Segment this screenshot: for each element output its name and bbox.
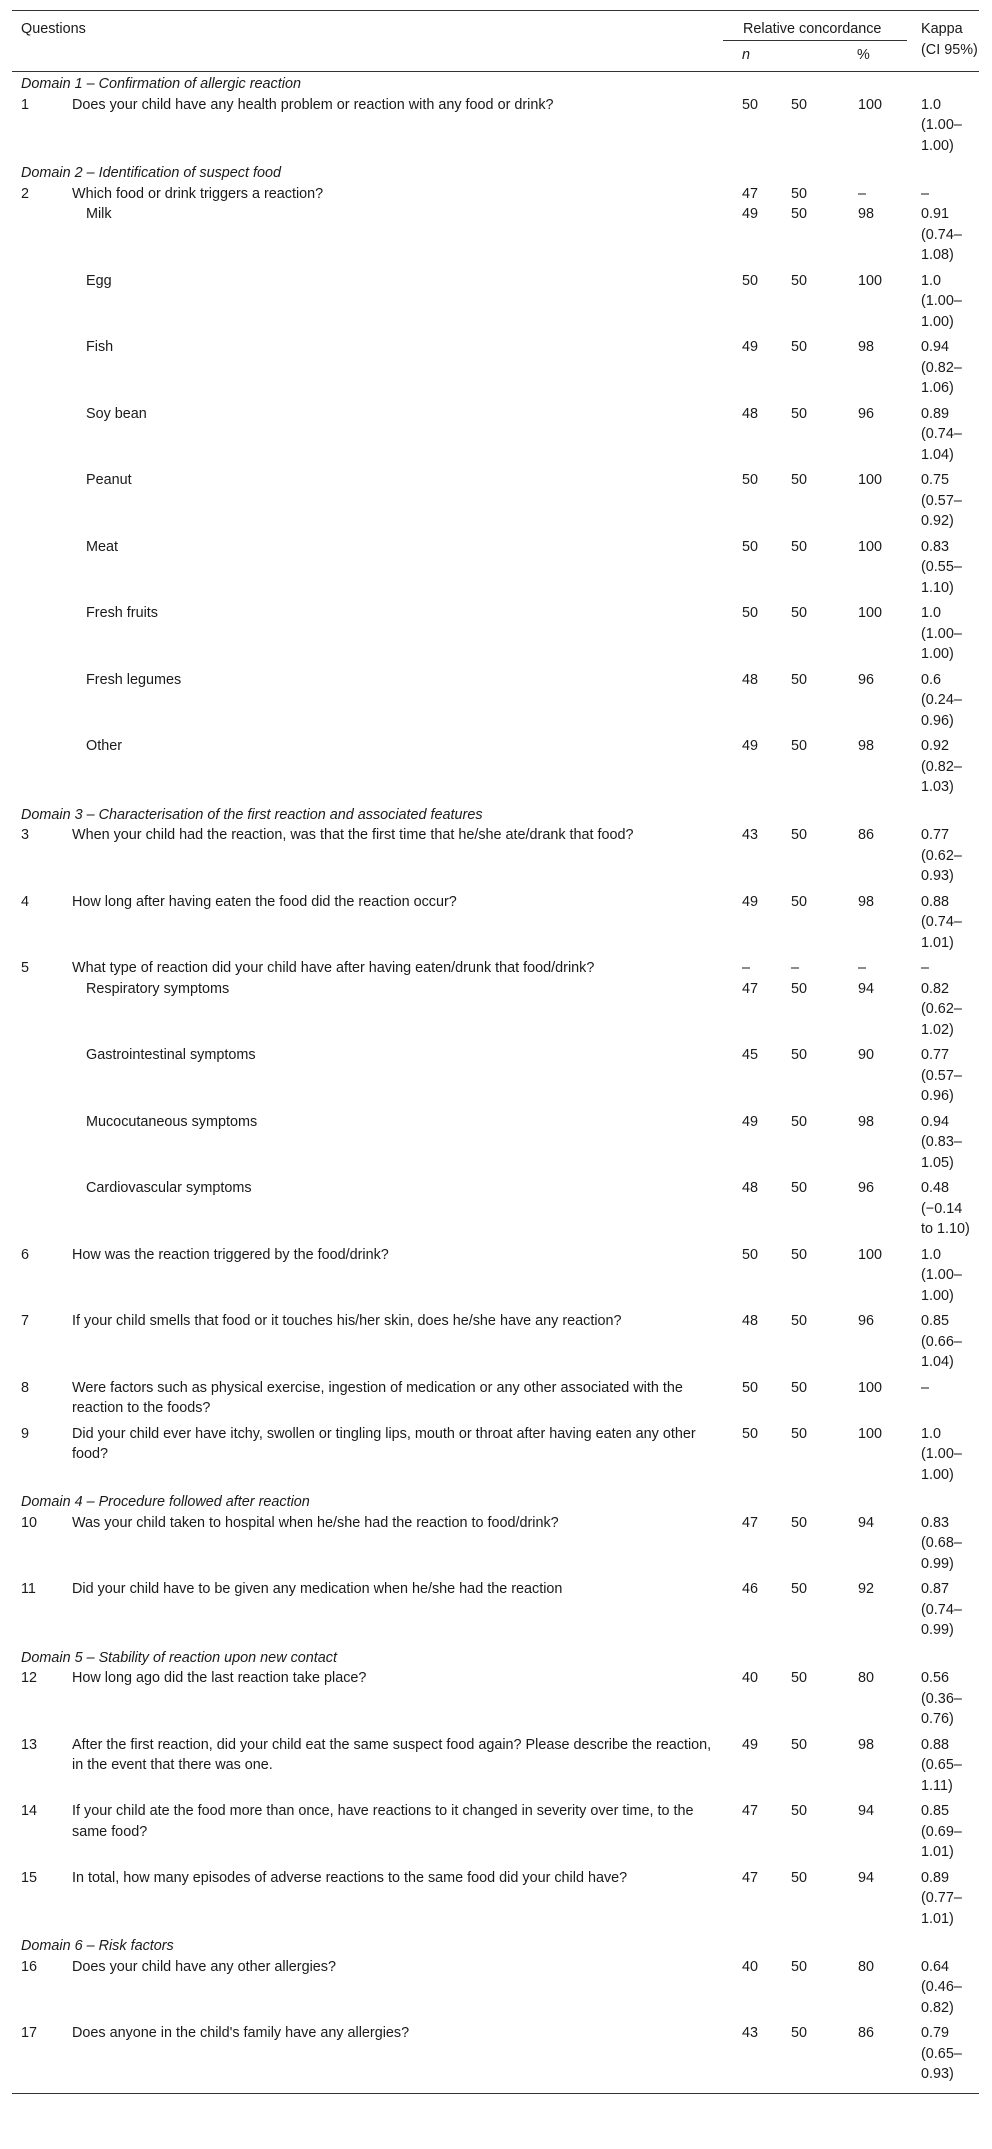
domain-heading: Domain 5 – Stability of reaction upon new contact bbox=[21, 1649, 337, 1666]
n-value: 50 bbox=[742, 1425, 759, 1442]
n-value: 50 bbox=[742, 1379, 759, 1396]
domain-heading: Domain 3 – Characterisation of the first reaction and associated features bbox=[21, 806, 483, 823]
kappa-value: 0.94 (0.82–1.06) bbox=[921, 339, 962, 396]
kappa-value: 0.82 (0.62–1.02) bbox=[921, 980, 962, 1038]
question-text: Were factors such as physical exercise, ingestion of medication or any other associated with the reaction to the foods? bbox=[72, 1379, 683, 1416]
n-value: 48 bbox=[742, 405, 759, 422]
question-text: In total, how many episodes of adverse reactions to the same food did your child have? bbox=[72, 1869, 628, 1886]
question-text: After the first reaction, did your child eat the same suspect food again? Please describe the reaction, in the event that there was one. bbox=[72, 1736, 712, 1773]
question-text: Was your child taken to hospital when he/she had the reaction to food/drink? bbox=[72, 1514, 559, 1531]
kappa-value: 0.89 (0.77–1.01) bbox=[921, 1869, 962, 1927]
total-value: – bbox=[791, 960, 800, 976]
header-kappa: Kappa (CI 95%) bbox=[907, 11, 979, 72]
kappa-value: 0.6 (0.24–0.96) bbox=[921, 671, 962, 729]
n-value: – bbox=[742, 960, 751, 976]
n-value: 46 bbox=[742, 1581, 759, 1597]
kappa-value: 0.88 (0.74–1.01) bbox=[921, 893, 962, 951]
kappa-value: – bbox=[921, 1379, 930, 1396]
question-text: How was the reaction triggered by the food/drink? bbox=[72, 1246, 389, 1263]
question-number bbox=[12, 1178, 72, 1245]
question-number: 6 bbox=[21, 1246, 30, 1263]
question-text: How long after having eaten the food did the reaction occur? bbox=[72, 893, 457, 910]
n-value: 50 bbox=[742, 605, 759, 621]
total-value: 50 bbox=[791, 538, 808, 555]
percent-value: 100 bbox=[858, 272, 883, 289]
kappa-value: 0.77 (0.57–0.96) bbox=[921, 1047, 962, 1104]
table-row bbox=[12, 958, 979, 979]
percent-value: 92 bbox=[858, 1581, 875, 1597]
total-value: 50 bbox=[791, 1180, 808, 1196]
percent-value: 98 bbox=[858, 893, 875, 910]
question-number bbox=[12, 204, 72, 271]
kappa-value: 0.56 (0.36–0.76) bbox=[921, 1670, 962, 1727]
question-number bbox=[12, 470, 72, 537]
kappa-value: 0.94 (0.83–1.05) bbox=[921, 1113, 962, 1171]
percent-value: 100 bbox=[858, 1379, 883, 1396]
kappa-value: 0.88 (0.65–1.11) bbox=[921, 1736, 962, 1794]
kappa-value: 0.48 (−0.14 to 1.10) bbox=[921, 1180, 970, 1237]
question-number: 16 bbox=[21, 1958, 38, 1975]
table-row bbox=[12, 337, 979, 404]
percent-value: 94 bbox=[858, 1803, 875, 1819]
n-value: 43 bbox=[742, 2025, 759, 2041]
n-value: 47 bbox=[742, 185, 759, 202]
sub-item-text: Gastrointestinal symptoms bbox=[86, 1047, 256, 1063]
domain-row bbox=[12, 72, 979, 95]
table-row bbox=[12, 1735, 979, 1802]
sub-item-text: Fresh fruits bbox=[86, 605, 158, 621]
percent-value: 100 bbox=[858, 1246, 883, 1263]
total-value: 50 bbox=[791, 1736, 808, 1753]
domain-row bbox=[12, 803, 979, 826]
total-value: 50 bbox=[791, 671, 808, 688]
percent-value: 96 bbox=[858, 1313, 875, 1329]
total-value: 50 bbox=[791, 1958, 808, 1975]
question-text: When your child had the reaction, was that the first time that he/she ate/drank that food? bbox=[72, 827, 634, 843]
percent-value: 98 bbox=[858, 1736, 875, 1753]
total-value: 50 bbox=[791, 185, 808, 202]
kappa-value: 0.92 (0.82–1.03) bbox=[921, 738, 962, 795]
kappa-value: 0.64 (0.46–0.82) bbox=[921, 1958, 962, 2016]
kappa-value: 1.0 (1.00–1.00) bbox=[921, 96, 962, 154]
question-text: If your child smells that food or it touches his/her skin, does he/she have any reaction? bbox=[72, 1313, 622, 1329]
percent-value: 80 bbox=[858, 1670, 875, 1686]
table-row bbox=[12, 1178, 979, 1245]
total-value: 50 bbox=[791, 96, 808, 113]
table-row bbox=[12, 1513, 979, 1580]
question-number bbox=[12, 670, 72, 737]
concordance-table bbox=[12, 10, 979, 2094]
total-value: 50 bbox=[791, 827, 808, 843]
table-row bbox=[12, 184, 979, 205]
header-relative-concordance: Relative concordance bbox=[743, 21, 882, 37]
total-value: 50 bbox=[791, 272, 808, 289]
total-value: 50 bbox=[791, 1047, 808, 1063]
n-value: 48 bbox=[742, 1180, 759, 1196]
table-row bbox=[12, 979, 979, 1046]
domain-heading: Domain 4 – Procedure followed after reaction bbox=[21, 1494, 310, 1510]
table-row bbox=[12, 537, 979, 604]
table-row bbox=[12, 1801, 979, 1868]
percent-value: 98 bbox=[858, 206, 875, 222]
kappa-value: 0.83 (0.55–1.10) bbox=[921, 538, 962, 596]
question-text: Which food or drink triggers a reaction? bbox=[72, 185, 324, 202]
n-value: 47 bbox=[742, 980, 759, 997]
question-number bbox=[12, 603, 72, 670]
table-row bbox=[12, 1868, 979, 1935]
total-value: 50 bbox=[791, 206, 808, 222]
n-value: 48 bbox=[742, 1313, 759, 1329]
n-value: 50 bbox=[742, 472, 759, 488]
sub-item-text: Milk bbox=[86, 206, 112, 222]
table-row bbox=[12, 1112, 979, 1179]
question-number: 2 bbox=[21, 185, 30, 202]
total-value: 50 bbox=[791, 1246, 808, 1263]
table-row bbox=[12, 892, 979, 959]
total-value: 50 bbox=[791, 1113, 808, 1130]
table-row bbox=[12, 95, 979, 162]
table-row bbox=[12, 271, 979, 338]
question-text: If your child ate the food more than once, have reactions to it changed in severity over time, to the same food? bbox=[72, 1803, 694, 1840]
domain-row bbox=[12, 161, 979, 184]
percent-value: 80 bbox=[858, 1958, 875, 1975]
n-value: 49 bbox=[742, 893, 759, 910]
question-number: 13 bbox=[21, 1736, 38, 1753]
n-value: 47 bbox=[742, 1803, 759, 1819]
question-text: What type of reaction did your child have after having eaten/drunk that food/drink? bbox=[72, 960, 595, 976]
header-percent: % bbox=[845, 40, 907, 72]
n-value: 50 bbox=[742, 96, 759, 113]
kappa-value: 0.77 (0.62–0.93) bbox=[921, 827, 962, 884]
total-value: 50 bbox=[791, 1869, 808, 1886]
n-value: 45 bbox=[742, 1047, 759, 1063]
percent-value: – bbox=[858, 960, 867, 976]
percent-value: 96 bbox=[858, 1180, 875, 1196]
percent-value: 90 bbox=[858, 1047, 875, 1063]
n-value: 43 bbox=[742, 827, 759, 843]
total-value: 50 bbox=[791, 605, 808, 621]
n-value: 47 bbox=[742, 1514, 759, 1531]
kappa-value: 0.87 (0.74–0.99) bbox=[921, 1581, 962, 1638]
question-number: 8 bbox=[21, 1379, 30, 1396]
domain-row bbox=[12, 1934, 979, 1957]
kappa-value: 0.91 (0.74–1.08) bbox=[921, 206, 962, 263]
total-value: 50 bbox=[791, 1313, 808, 1329]
n-value: 40 bbox=[742, 1670, 759, 1686]
question-number: 7 bbox=[21, 1313, 30, 1329]
question-number: 1 bbox=[21, 96, 30, 113]
percent-value: 94 bbox=[858, 1514, 875, 1531]
sub-item-text: Fish bbox=[86, 339, 114, 355]
total-value: 50 bbox=[791, 1670, 808, 1686]
percent-value: 98 bbox=[858, 339, 875, 355]
percent-value: 98 bbox=[858, 1113, 875, 1130]
table-row bbox=[12, 603, 979, 670]
percent-value: 100 bbox=[858, 472, 883, 488]
kappa-value: 1.0 (1.00–1.00) bbox=[921, 605, 962, 662]
table-row bbox=[12, 670, 979, 737]
percent-value: 94 bbox=[858, 1869, 875, 1886]
n-value: 49 bbox=[742, 339, 759, 355]
table-row bbox=[12, 1957, 979, 2024]
question-number: 9 bbox=[21, 1425, 30, 1442]
percent-value: 96 bbox=[858, 405, 875, 422]
sub-item-text: Egg bbox=[86, 272, 112, 289]
question-number: 10 bbox=[21, 1514, 38, 1531]
question-number: 5 bbox=[21, 960, 30, 976]
table-row bbox=[12, 404, 979, 471]
question-number: 11 bbox=[21, 1581, 36, 1597]
sub-item-text: Cardiovascular symptoms bbox=[86, 1180, 252, 1196]
kappa-value: 0.75 (0.57–0.92) bbox=[921, 472, 962, 529]
table-row bbox=[12, 1045, 979, 1112]
domain-heading: Domain 6 – Risk factors bbox=[21, 1938, 174, 1954]
table-row bbox=[12, 1378, 979, 1424]
n-value: 49 bbox=[742, 1113, 759, 1130]
kappa-value: 0.89 (0.74–1.04) bbox=[921, 405, 962, 463]
question-number: 17 bbox=[21, 2025, 38, 2041]
header-questions: Questions bbox=[12, 11, 723, 72]
percent-value: 98 bbox=[858, 738, 875, 754]
question-number: 12 bbox=[21, 1670, 38, 1686]
total-value: 50 bbox=[791, 738, 808, 754]
n-value: 40 bbox=[742, 1958, 759, 1975]
total-value: 50 bbox=[791, 1425, 808, 1442]
question-text: Did your child ever have itchy, swollen or tingling lips, mouth or throat after having eaten any other food? bbox=[72, 1425, 696, 1462]
table-row bbox=[12, 1668, 979, 1735]
sub-item-text: Other bbox=[86, 738, 122, 754]
header-blank bbox=[784, 40, 845, 72]
question-text: How long ago did the last reaction take place? bbox=[72, 1670, 367, 1686]
domain-row bbox=[12, 1490, 979, 1513]
question-number: 4 bbox=[21, 893, 30, 910]
n-value: 47 bbox=[742, 1869, 759, 1886]
domain-row bbox=[12, 1646, 979, 1669]
total-value: 50 bbox=[791, 2025, 808, 2041]
question-number bbox=[12, 1112, 72, 1179]
question-text: Did your child have to be given any medication when he/she had the reaction bbox=[72, 1581, 563, 1597]
total-value: 50 bbox=[791, 1514, 808, 1531]
kappa-value: 0.85 (0.66–1.04) bbox=[921, 1313, 962, 1370]
question-text: Does your child have any health problem or reaction with any food or drink? bbox=[72, 96, 554, 113]
percent-value: 100 bbox=[858, 96, 883, 113]
domain-heading: Domain 2 – Identification of suspect food bbox=[21, 165, 281, 181]
table-row bbox=[12, 1579, 979, 1646]
table-row bbox=[12, 2023, 979, 2093]
header-row bbox=[12, 11, 979, 41]
total-value: 50 bbox=[791, 1581, 808, 1597]
total-value: 50 bbox=[791, 339, 808, 355]
kappa-value: 0.79 (0.65–0.93) bbox=[921, 2025, 962, 2082]
table-row bbox=[12, 736, 979, 803]
percent-value: 100 bbox=[858, 538, 883, 555]
sub-item-text: Soy bean bbox=[86, 405, 147, 422]
total-value: 50 bbox=[791, 980, 808, 997]
question-number bbox=[12, 979, 72, 1046]
kappa-value: 1.0 (1.00–1.00) bbox=[921, 1246, 962, 1304]
header-n: n bbox=[723, 40, 784, 72]
question-text: Does your child have any other allergies? bbox=[72, 1958, 336, 1975]
n-value: 50 bbox=[742, 538, 759, 555]
percent-value: – bbox=[858, 185, 867, 202]
question-number: 3 bbox=[21, 827, 30, 843]
percent-value: 100 bbox=[858, 605, 883, 621]
total-value: 50 bbox=[791, 893, 808, 910]
table-row bbox=[12, 204, 979, 271]
kappa-value: 0.85 (0.69–1.01) bbox=[921, 1803, 962, 1860]
table-row bbox=[12, 1424, 979, 1491]
percent-value: 86 bbox=[858, 827, 875, 843]
question-number: 15 bbox=[21, 1869, 38, 1886]
percent-value: 94 bbox=[858, 980, 875, 997]
n-value: 48 bbox=[742, 671, 759, 688]
sub-item-text: Respiratory symptoms bbox=[86, 980, 230, 997]
total-value: 50 bbox=[791, 1379, 808, 1396]
total-value: 50 bbox=[791, 472, 808, 488]
percent-value: 100 bbox=[858, 1425, 883, 1442]
table-row bbox=[12, 1311, 979, 1378]
kappa-value: 1.0 (1.00–1.00) bbox=[921, 1425, 962, 1483]
question-number bbox=[12, 1045, 72, 1112]
n-value: 50 bbox=[742, 1246, 759, 1263]
total-value: 50 bbox=[791, 1803, 808, 1819]
table-row bbox=[12, 1245, 979, 1312]
question-number bbox=[12, 404, 72, 471]
question-number bbox=[12, 537, 72, 604]
question-number: 14 bbox=[21, 1803, 38, 1819]
kappa-value: 1.0 (1.00–1.00) bbox=[921, 272, 962, 330]
n-value: 49 bbox=[742, 1736, 759, 1753]
question-number bbox=[12, 271, 72, 338]
table-row bbox=[12, 470, 979, 537]
sub-item-text: Fresh legumes bbox=[86, 671, 182, 688]
n-value: 49 bbox=[742, 206, 759, 222]
kappa-value: 0.83 (0.68–0.99) bbox=[921, 1514, 962, 1572]
n-value: 50 bbox=[742, 272, 759, 289]
sub-item-text: Meat bbox=[86, 538, 118, 555]
question-number bbox=[12, 337, 72, 404]
sub-item-text: Peanut bbox=[86, 472, 132, 488]
kappa-value: – bbox=[921, 185, 930, 202]
domain-heading: Domain 1 – Confirmation of allergic reaction bbox=[21, 76, 301, 92]
question-number bbox=[12, 736, 72, 803]
n-value: 49 bbox=[742, 738, 759, 754]
kappa-value: – bbox=[921, 960, 930, 976]
table-row bbox=[12, 825, 979, 892]
percent-value: 96 bbox=[858, 671, 875, 688]
question-text: Does anyone in the child's family have any allergies? bbox=[72, 2025, 410, 2041]
table-body bbox=[12, 72, 979, 2094]
percent-value: 86 bbox=[858, 2025, 875, 2041]
sub-item-text: Mucocutaneous symptoms bbox=[86, 1113, 258, 1130]
total-value: 50 bbox=[791, 405, 808, 422]
